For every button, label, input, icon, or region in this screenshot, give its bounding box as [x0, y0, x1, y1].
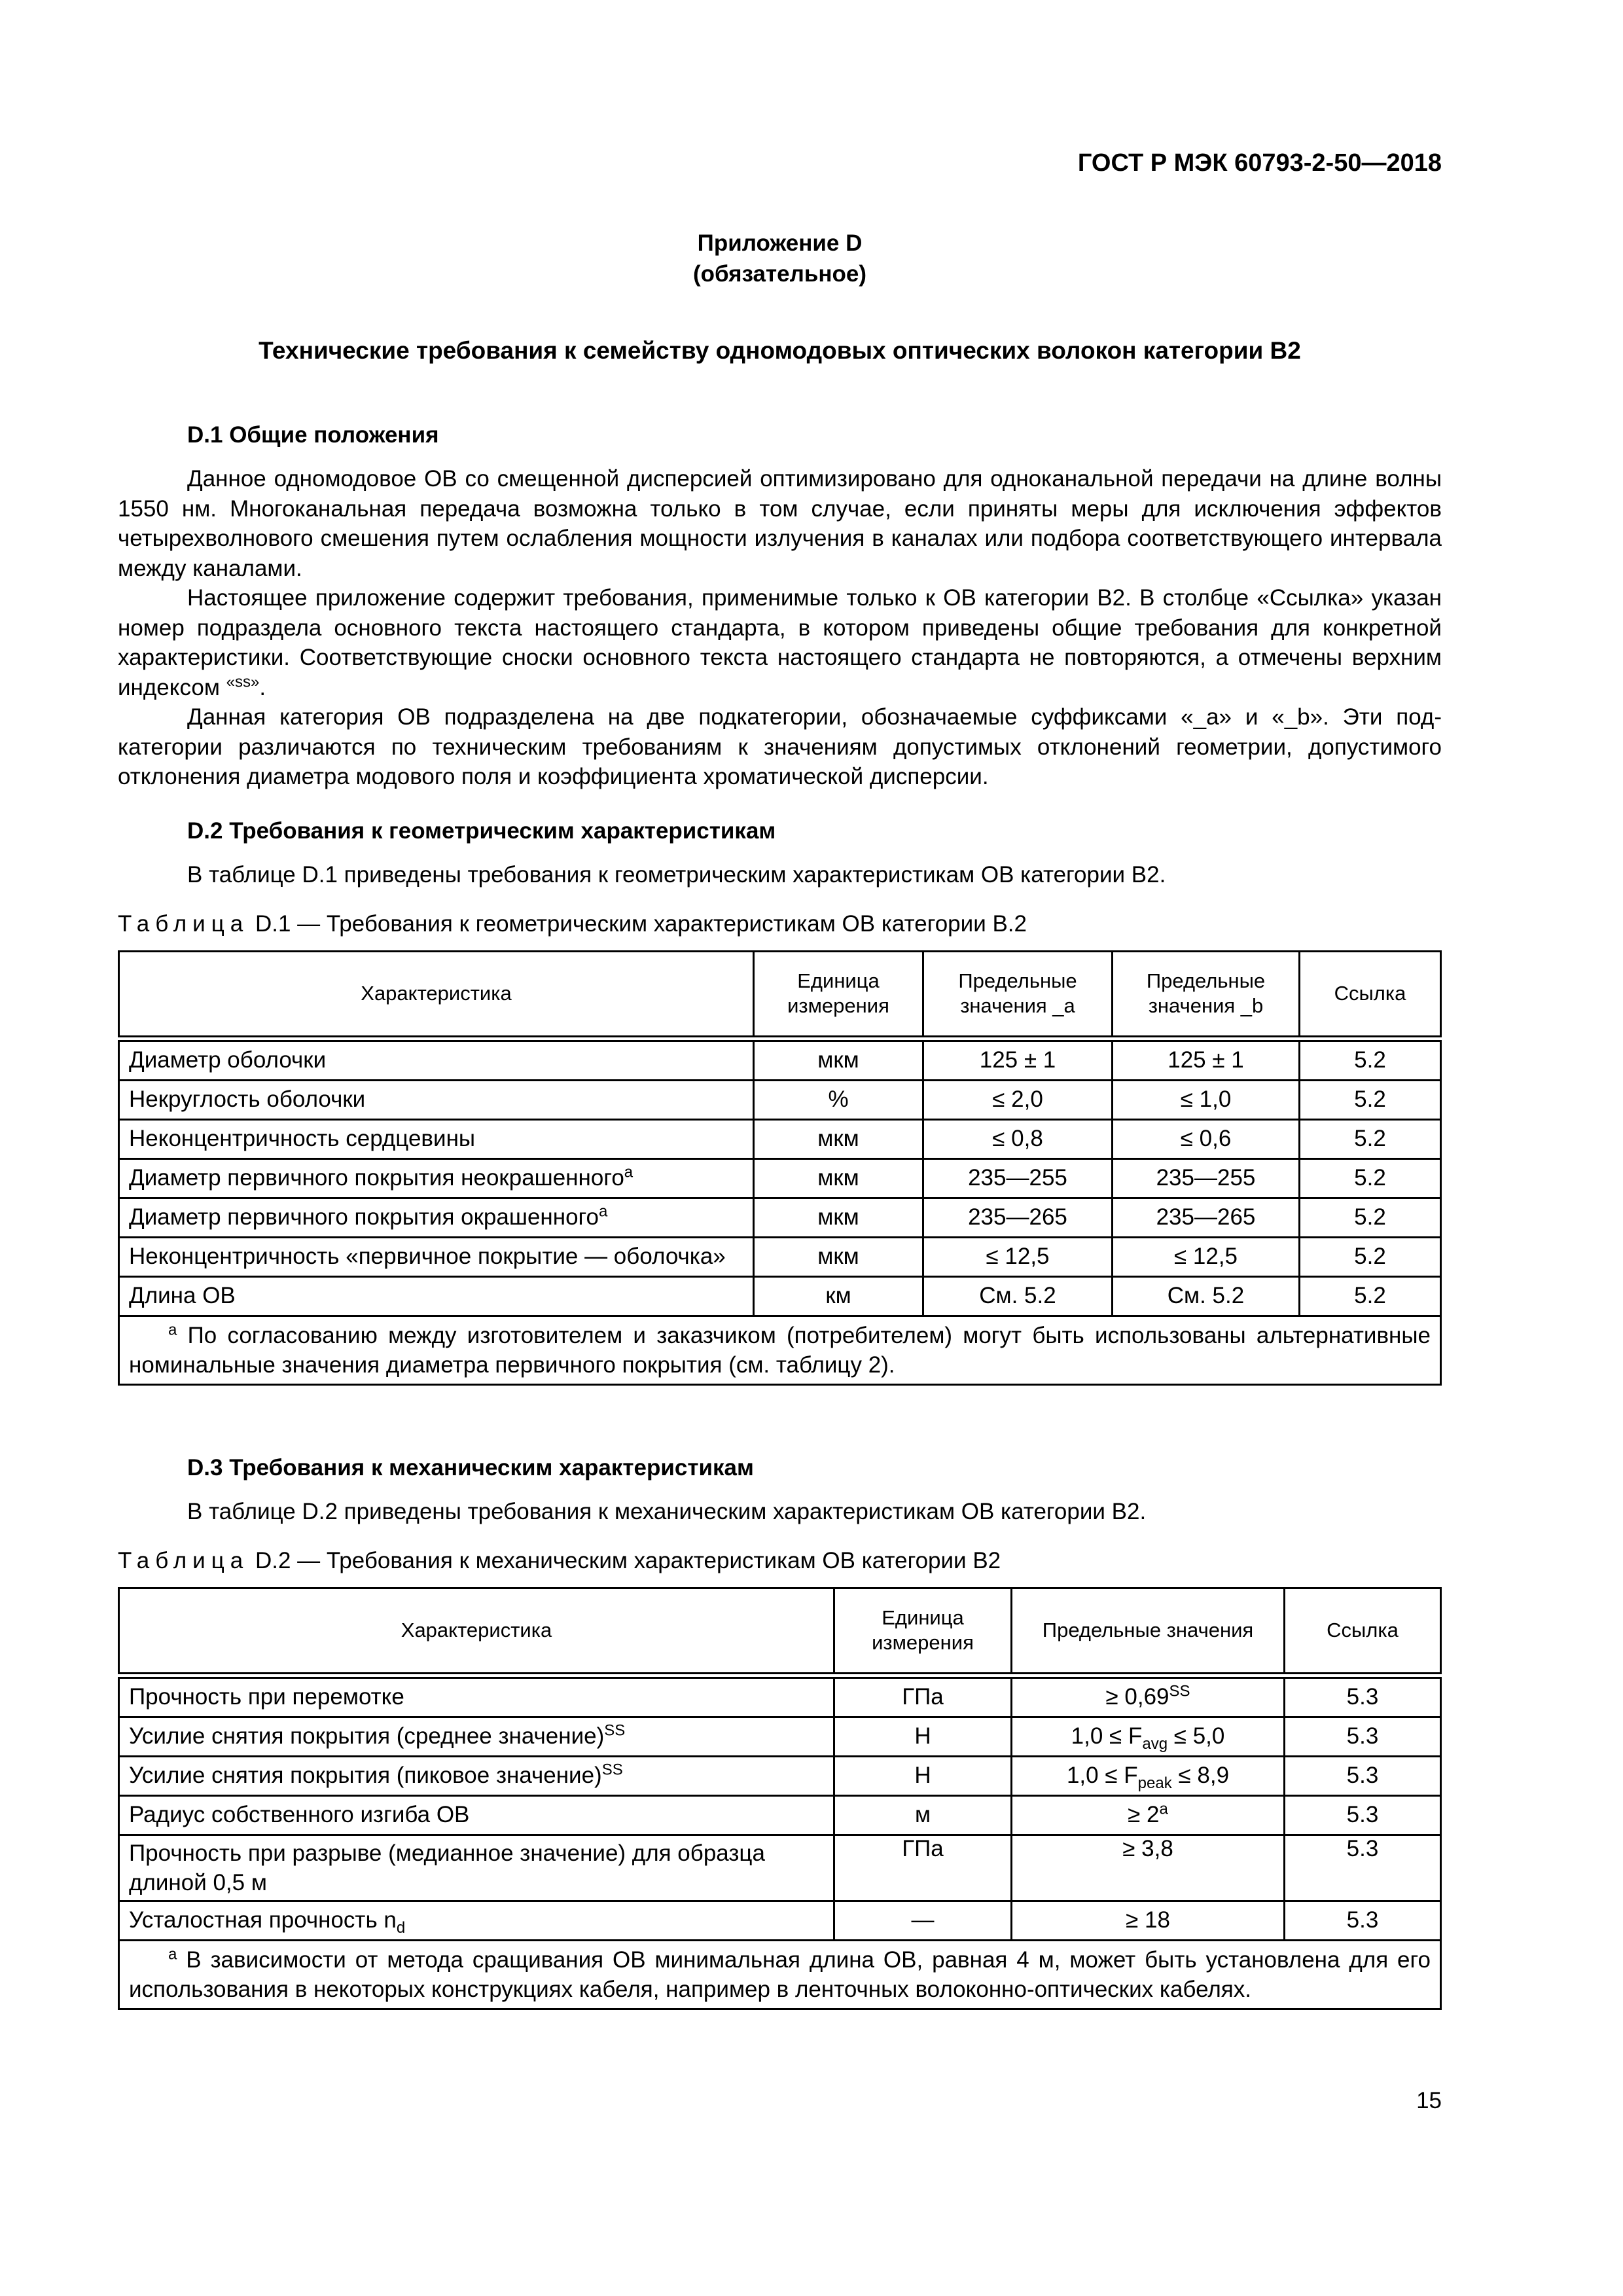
- footnote-text: В зависимости от метода сращивания ОВ минимальная длина ОВ, равная 4 м, может быть установлена для его использования в некоторых конструкциях кабеля, например в ленточных волоконно-оптических кабелях.: [129, 1946, 1431, 2002]
- annex-status: (обязательное): [692, 261, 866, 287]
- cell-characteristic: [119, 1717, 834, 1756]
- cell-text: Некруглость оболочки: [129, 1086, 366, 1112]
- footnote-mark: a: [168, 1320, 177, 1338]
- cell-value: %: [754, 1080, 923, 1119]
- cell-characteristic: [119, 1198, 754, 1237]
- cell-characteristic: [119, 1676, 834, 1717]
- cell-text: Диаметр первичного покрытия неокрашенного: [129, 1165, 624, 1191]
- column-header: Единица измерения: [754, 951, 923, 1039]
- subscript: d: [396, 1919, 406, 1937]
- table-row: [119, 1835, 1441, 1901]
- cell-ref: 5.3: [1285, 1901, 1441, 1940]
- superscript: SS: [1169, 1682, 1190, 1700]
- cell-value: км: [754, 1276, 923, 1316]
- cell-value: 5.2: [1300, 1276, 1441, 1316]
- column-header: Ссылка: [1300, 951, 1441, 1039]
- cell-ref: 5.3: [1285, 1717, 1441, 1756]
- cell-unit: Н: [834, 1717, 1012, 1756]
- caption-prefix: Таблица: [118, 1547, 249, 1573]
- value-text: ≥ 2: [1128, 1802, 1160, 1827]
- cell-value: [1012, 1756, 1285, 1795]
- cell-ref: 5.3: [1285, 1756, 1441, 1795]
- footnote-mark: a: [168, 1945, 177, 1963]
- cell-value: ≤ 0,8: [923, 1119, 1113, 1158]
- cell-value: ≤ 0,6: [1113, 1119, 1300, 1158]
- caption-text: D.1 — Требования к геометрическим характеристикам ОВ категории В.2: [255, 910, 1027, 937]
- cell-value: 5.2: [1300, 1237, 1441, 1276]
- table-row: [119, 1039, 1441, 1081]
- column-header: Ссылка: [1285, 1588, 1441, 1676]
- paragraph: Данное одномодовое ОВ со смещенной дисперсией оптимизировано для одноканальной передачи на длине волны 1550 нм. Многоканальная передача возможна только в том случае, если приняты меры для исключения эффектов четырехволнового смешения путем ослабления мощности излучения в каналах или подбора соответствующего интервала между каналами.: [118, 466, 1442, 581]
- table-footnote: [119, 1316, 1441, 1384]
- value-text: 1,0 ≤ F: [1066, 1763, 1138, 1788]
- table-row: [119, 1080, 1441, 1119]
- table-row: [119, 1198, 1441, 1237]
- cell-value: мкм: [754, 1198, 923, 1237]
- paragraph-end: .: [259, 674, 266, 700]
- cell-value: [1012, 1901, 1285, 1940]
- cell-value: 5.2: [1300, 1119, 1441, 1158]
- cell-text: Усилие снятия покрытия (среднее значение): [129, 1723, 605, 1749]
- cell-text: Прочность при разрыве (медианное значение) для образца длиной 0,5 м: [129, 1840, 765, 1895]
- cell-value: [1012, 1717, 1285, 1756]
- cell-characteristic: [119, 1276, 754, 1316]
- cell-text: Усилие снятия покрытия (пиковое значение): [129, 1763, 602, 1788]
- superscript: SS: [601, 1761, 623, 1779]
- cell-characteristic: [119, 1158, 754, 1198]
- cell-characteristic: [119, 1237, 754, 1276]
- paragraph: [118, 583, 1442, 702]
- subscript: avg: [1142, 1735, 1168, 1753]
- footnote-text: По согласованию между изготовителем и заказчиком (потребителем) могут быть использованы альтернативные номинальные значения диаметра первичного покрытия (см. таблицу 2).: [129, 1322, 1431, 1378]
- section-heading: D.2 Требования к геометрическим характеристикам: [187, 818, 776, 844]
- cell-characteristic: [119, 1039, 754, 1081]
- superscript: a: [1159, 1800, 1168, 1818]
- cell-value: См. 5.2: [1113, 1276, 1300, 1316]
- subscript: peak: [1137, 1774, 1172, 1792]
- section-heading: D.1 Общие положения: [187, 422, 439, 448]
- table-caption: [118, 911, 1442, 937]
- cell-text: Длина ОВ: [129, 1283, 236, 1308]
- cell-value: мкм: [754, 1237, 923, 1276]
- column-header: Единица измерения: [834, 1588, 1012, 1676]
- footnote-mark: a: [599, 1202, 608, 1221]
- table-d2: [118, 1587, 1442, 2010]
- table-row: [119, 1717, 1441, 1756]
- table-row: [119, 1901, 1441, 1940]
- table-row: [119, 1158, 1441, 1198]
- section-d1: [118, 422, 1442, 792]
- cell-value: ≤ 12,5: [1113, 1237, 1300, 1276]
- cell-unit: м: [834, 1795, 1012, 1835]
- column-header: Предельные значения _a: [923, 951, 1113, 1039]
- cell-value: 235—255: [923, 1158, 1113, 1198]
- cell-unit: —: [834, 1901, 1012, 1940]
- value-text: ≤ 8,9: [1171, 1763, 1230, 1788]
- cell-unit: ГПа: [834, 1835, 1012, 1901]
- cell-value: 5.2: [1300, 1039, 1441, 1081]
- cell-text: Усталостная прочность n: [129, 1907, 397, 1933]
- cell-value: См. 5.2: [923, 1276, 1113, 1316]
- superscript: «ss»: [226, 672, 260, 691]
- table-row: [119, 1237, 1441, 1276]
- table-d1: [118, 950, 1442, 1386]
- cell-value: [1012, 1676, 1285, 1717]
- cell-ref: 5.3: [1285, 1835, 1441, 1901]
- table-row: [119, 1795, 1441, 1835]
- value-text: ≥ 0,69: [1105, 1684, 1169, 1710]
- cell-value: мкм: [754, 1039, 923, 1081]
- table-row: [119, 1676, 1441, 1717]
- annex-heading: [118, 228, 1442, 289]
- cell-text: Радиус собственного изгиба ОВ: [129, 1802, 470, 1827]
- cell-unit: ГПа: [834, 1676, 1012, 1717]
- cell-characteristic: [119, 1080, 754, 1119]
- column-header: Предельные значения: [1012, 1588, 1285, 1676]
- superscript: SS: [604, 1721, 626, 1740]
- cell-characteristic: [119, 1795, 834, 1835]
- cell-ref: 5.3: [1285, 1676, 1441, 1717]
- cell-value: ≤ 12,5: [923, 1237, 1113, 1276]
- section-d3: [118, 1455, 1442, 2010]
- value-text: ≥ 18: [1126, 1907, 1170, 1933]
- table-caption: [118, 1548, 1442, 1574]
- table-footnote: [119, 1940, 1441, 2009]
- annex-title: Приложение D: [697, 230, 863, 256]
- cell-value: [1012, 1795, 1285, 1835]
- standard-number: ГОСТ Р МЭК 60793-2-50—2018: [1077, 149, 1442, 177]
- cell-text: Прочность при перемотке: [129, 1684, 404, 1710]
- document-title: Технические требования к семейству одномодовых оптических волокон категории В2: [259, 337, 1301, 364]
- column-header: Характеристика: [119, 951, 754, 1039]
- value-text: ≥ 3,8: [1122, 1835, 1173, 1861]
- cell-text: Неконцентричность сердцевины: [129, 1126, 476, 1151]
- cell-characteristic: [119, 1756, 834, 1795]
- section-d2: [118, 818, 1442, 1386]
- cell-characteristic: [119, 1835, 834, 1901]
- value-text: ≤ 5,0: [1168, 1723, 1225, 1749]
- cell-value: ≤ 2,0: [923, 1080, 1113, 1119]
- cell-value: 5.2: [1300, 1158, 1441, 1198]
- paragraph-text: Настоящее приложение содержит требования, применимые только к ОВ категории В2. В столбце «Ссылка» указан номер подраздела основного текста настоящего стандарта, в котором приведены общие требования для конкретной характеристики. Соответствующие сноски основного текста настоящего стандарта не повторяются, а отмечены верхним индексом: [118, 585, 1442, 700]
- cell-value: ≤ 1,0: [1113, 1080, 1300, 1119]
- section-heading: D.3 Требования к механическим характеристикам: [187, 1455, 754, 1480]
- cell-value: мкм: [754, 1158, 923, 1198]
- cell-text: Диаметр оболочки: [129, 1047, 327, 1073]
- table-row: [119, 1756, 1441, 1795]
- cell-text: Неконцентричность «первичное покрытие — оболочка»: [129, 1244, 726, 1269]
- cell-value: 235—255: [1113, 1158, 1300, 1198]
- cell-value: 235—265: [923, 1198, 1113, 1237]
- footnote-mark: a: [624, 1163, 633, 1181]
- column-header: Предельные значения _b: [1113, 951, 1300, 1039]
- cell-unit: Н: [834, 1756, 1012, 1795]
- paragraph: В таблице D.2 приведены требования к механическим характеристикам ОВ категории В2.: [187, 1499, 1147, 1524]
- cell-ref: 5.3: [1285, 1795, 1441, 1835]
- cell-value: 125 ± 1: [923, 1039, 1113, 1081]
- table-row: [119, 1119, 1441, 1158]
- paragraph: В таблице D.1 приведены требования к геометрическим характеристикам ОВ категории В2.: [187, 862, 1166, 888]
- value-text: 1,0 ≤ F: [1071, 1723, 1143, 1749]
- cell-value: [1012, 1835, 1285, 1901]
- paragraph: Данная категория ОВ подразделена на две подкатегории, обозначаемые суффиксами «_a» и «_b». Эти подкатегории различаются по техническим требованиям к значениям допустимых отклонений геометрии, допустимого отклонения диаметра модового поля и коэффициента хроматической дисперсии.: [118, 704, 1442, 789]
- cell-value: 235—265: [1113, 1198, 1300, 1237]
- cell-value: мкм: [754, 1119, 923, 1158]
- table-row: [119, 1276, 1441, 1316]
- caption-prefix: Таблица: [118, 910, 249, 937]
- page-number: 15: [1416, 2088, 1442, 2113]
- cell-value: 5.2: [1300, 1080, 1441, 1119]
- cell-value: 125 ± 1: [1113, 1039, 1300, 1081]
- cell-characteristic: [119, 1901, 834, 1940]
- cell-characteristic: [119, 1119, 754, 1158]
- column-header: Характеристика: [119, 1588, 834, 1676]
- caption-text: D.2 — Требования к механическим характеристикам ОВ категории В2: [255, 1547, 1001, 1573]
- cell-value: 5.2: [1300, 1198, 1441, 1237]
- cell-text: Диаметр первичного покрытия окрашенного: [129, 1204, 599, 1230]
